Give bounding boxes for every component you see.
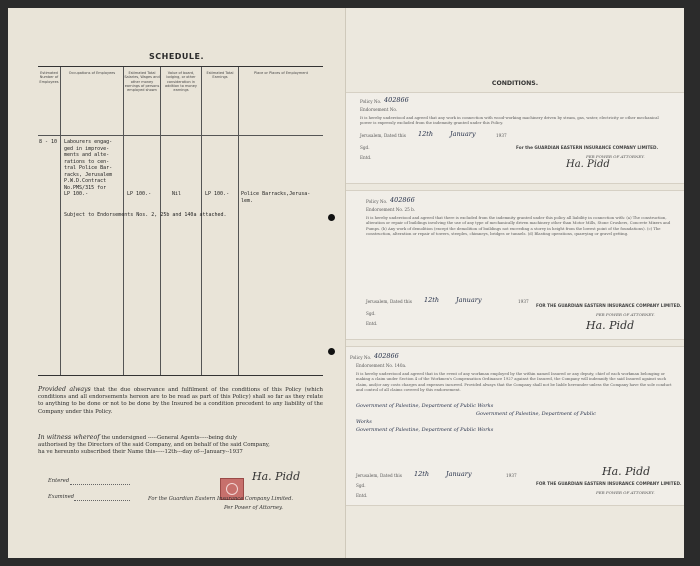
header-total: Estimated Total Earnings [206,71,234,80]
slip1-policy-no: 402866 [384,96,409,104]
slip1-month: January [450,130,476,138]
slip3-hand-1: Government of Palestine, Department of Public Works [356,403,494,409]
conditions-title: CONDITIONS. [491,80,539,87]
cell-place: Police Barracks,Jerusa- lem. [241,191,311,204]
slip2-month: January [456,296,482,304]
slip2-signed: Sgd. [366,311,376,316]
slip2-year: 1937 [518,299,529,304]
slip1-policy-label: Policy No. [360,99,382,104]
cell-occupation: Labourers engag- ged in improve- ments and alte- rations to cen- tral Police Bar- racks, Jerusalem P.W.D.Contract No.PMS/315 for LP 100.- [64,139,113,197]
slip3-body: It is hereby understood and agreed that in the event of any workman employed by the within named Insured or any deputy, chief of each workman belonging or making a claim under Section 4 of the Workmen's Compensation Ordinance 1927 against the Insured, the Company will indemnify the said Insured against such claim, and/or any costs charges and expenses incurred. Provided always that the Company shall not be liable hereunder unless the Company have the sole conduct and control of all claims covered by this endorsement. [356,371,672,393]
slip2-signature: Ha. Pidd [586,319,635,332]
header-board: Value of board, lodging, or other consideration in addition to money earnings [165,71,197,93]
slip1-signed: Sgd. [360,145,370,150]
schedule-table [38,66,323,376]
endorsement-slip-3 [346,346,684,506]
conditions-page [346,8,684,558]
cell-total: LP 100.- [205,191,230,197]
punch-hole [328,214,335,221]
slip1-day: 12th [418,130,434,138]
schedule-page [8,8,346,558]
slip3-hand-4: Government of Palestine, Department of Public Works [356,427,494,433]
slip2-body: It is hereby understood and agreed that there is excluded from the indemnity granted under this policy all liability in connection with: (a) The construction, alteration or repair of buildings involving the use of any type of mechanically driven machinery other than Motor Mills, Stone Crushers, Concrete Mixers and Pumps. (b) Any work of demolition (except the demolition of buildings not exceeding a storey in height from the lowest point of the foundations). (c) The construction, alteration or repair of towers, steeples, chimneys, bridges or tunnels. (d) Blasting operations, quarrying or gravel getting. [366,215,671,237]
slip2-entered: Entd. [366,321,378,326]
witness-line-3: ha ve hereunto subscribed their Name this-----12th---day of---January--1937 [38,449,243,456]
slip2-policy-label: Policy No. [366,199,388,204]
slip3-signed: Sgd. [356,483,366,488]
slip3-dated-label: Jerusalem, Dated this [356,473,402,478]
left-signature: Ha. Pidd [252,470,301,483]
slip1-entered: Entd. [360,155,372,160]
proviso-text: that the due observance and fulfilment of the conditions of this Policy (which conditions and all endorsements hereon are to be read as part of this Policy) shall so far as they relate to anything to be done or not to be done by the Insured be a condition precedent to any liability of the Company under this Policy. [38,387,323,415]
slip1-year: 1937 [496,133,507,138]
punch-hole [328,348,335,355]
slip1-signature: Ha. Pidd [566,159,610,170]
slip3-signature: Ha. Pidd [602,465,651,478]
cell-board: Nil [172,191,182,197]
slip3-policy-label: Policy No. [350,355,372,360]
entered-label: Entered [48,478,70,484]
slip3-hand-2: Government of Palestine, Department of Public [476,411,596,417]
header-place: Place or Places of Employment [253,71,309,75]
slip2-dated-label: Jerusalem, Dated this [366,299,412,304]
slip3-company: FOR THE GUARDIAN EASTERN INSURANCE COMPANY LIMITED. [536,481,682,486]
slip3-year: 1937 [506,473,517,478]
cell-employees: 8 - 10 [39,139,58,145]
slip3-month: January [446,470,472,478]
slip3-hand-3: Works [356,419,372,425]
proviso-paragraph [38,386,323,416]
header-wages: Estimated Total Salaries, Wages and other money earnings of persons employed shown [124,71,160,93]
slip2-power: PER POWER OF ATTORNEY. [596,312,655,317]
schedule-footnote: Subject to Endorsements Nos. 2, 25b and 140a attached. [64,212,227,218]
slip1-power: PER POWER OF ATTORNEY. [586,154,645,159]
slip3-power: PER POWER OF ATTORNEY. [596,490,655,495]
witness-line-1: the undersigned -----General Agents-----being duly [101,435,238,441]
header-occupations: Occupations of Employees [68,71,116,75]
slip3-endorsement: Endorsement No. 140a. [356,363,407,368]
endorsement-slip-1 [346,92,684,184]
proviso-lead: Provided always [38,386,91,393]
slip3-policy-no: 402866 [374,352,399,360]
left-company-line: For the Guardian Eastern Insurance Company Limited. [148,496,294,502]
header-employees: Estimated Number of Employees [39,71,59,84]
left-power-line: Per Power of Attorney. [224,505,283,511]
slip2-company: FOR THE GUARDIAN EASTERN INSURANCE COMPANY LIMITED. [536,303,682,308]
witness-paragraph [38,434,323,457]
slip1-dated-label: Jerusalem, Dated this [360,133,406,138]
schedule-title: SCHEDULE. [148,52,205,61]
endorsement-slip-2 [346,190,684,340]
slip1-endorsement: Endorsement No. [360,107,398,112]
slip2-policy-no: 402866 [390,196,415,204]
slip1-body: It is hereby understood and agreed that any work in connection with wood-working machinery driven by steam, gas, water, electricity or other mechanical power is expressly excluded from the indemnity granted under this Policy. [360,115,659,126]
slip3-day: 12th [414,470,430,478]
slip3-entered: Entd. [356,493,368,498]
slip2-endorsement: Endorsement No. 25 b. [366,207,416,212]
slip2-day: 12th [424,296,440,304]
witness-line-2: authorised by the Directors of the said Company, and on behalf of the said Company, [38,442,270,449]
cell-wages: LP 100.- [127,191,152,197]
slip1-company: For the GUARDIAN EASTERN INSURANCE COMPANY LIMITED. [516,145,659,150]
witness-lead: In witness whereof [38,433,100,441]
examined-label: Examined [48,494,75,500]
